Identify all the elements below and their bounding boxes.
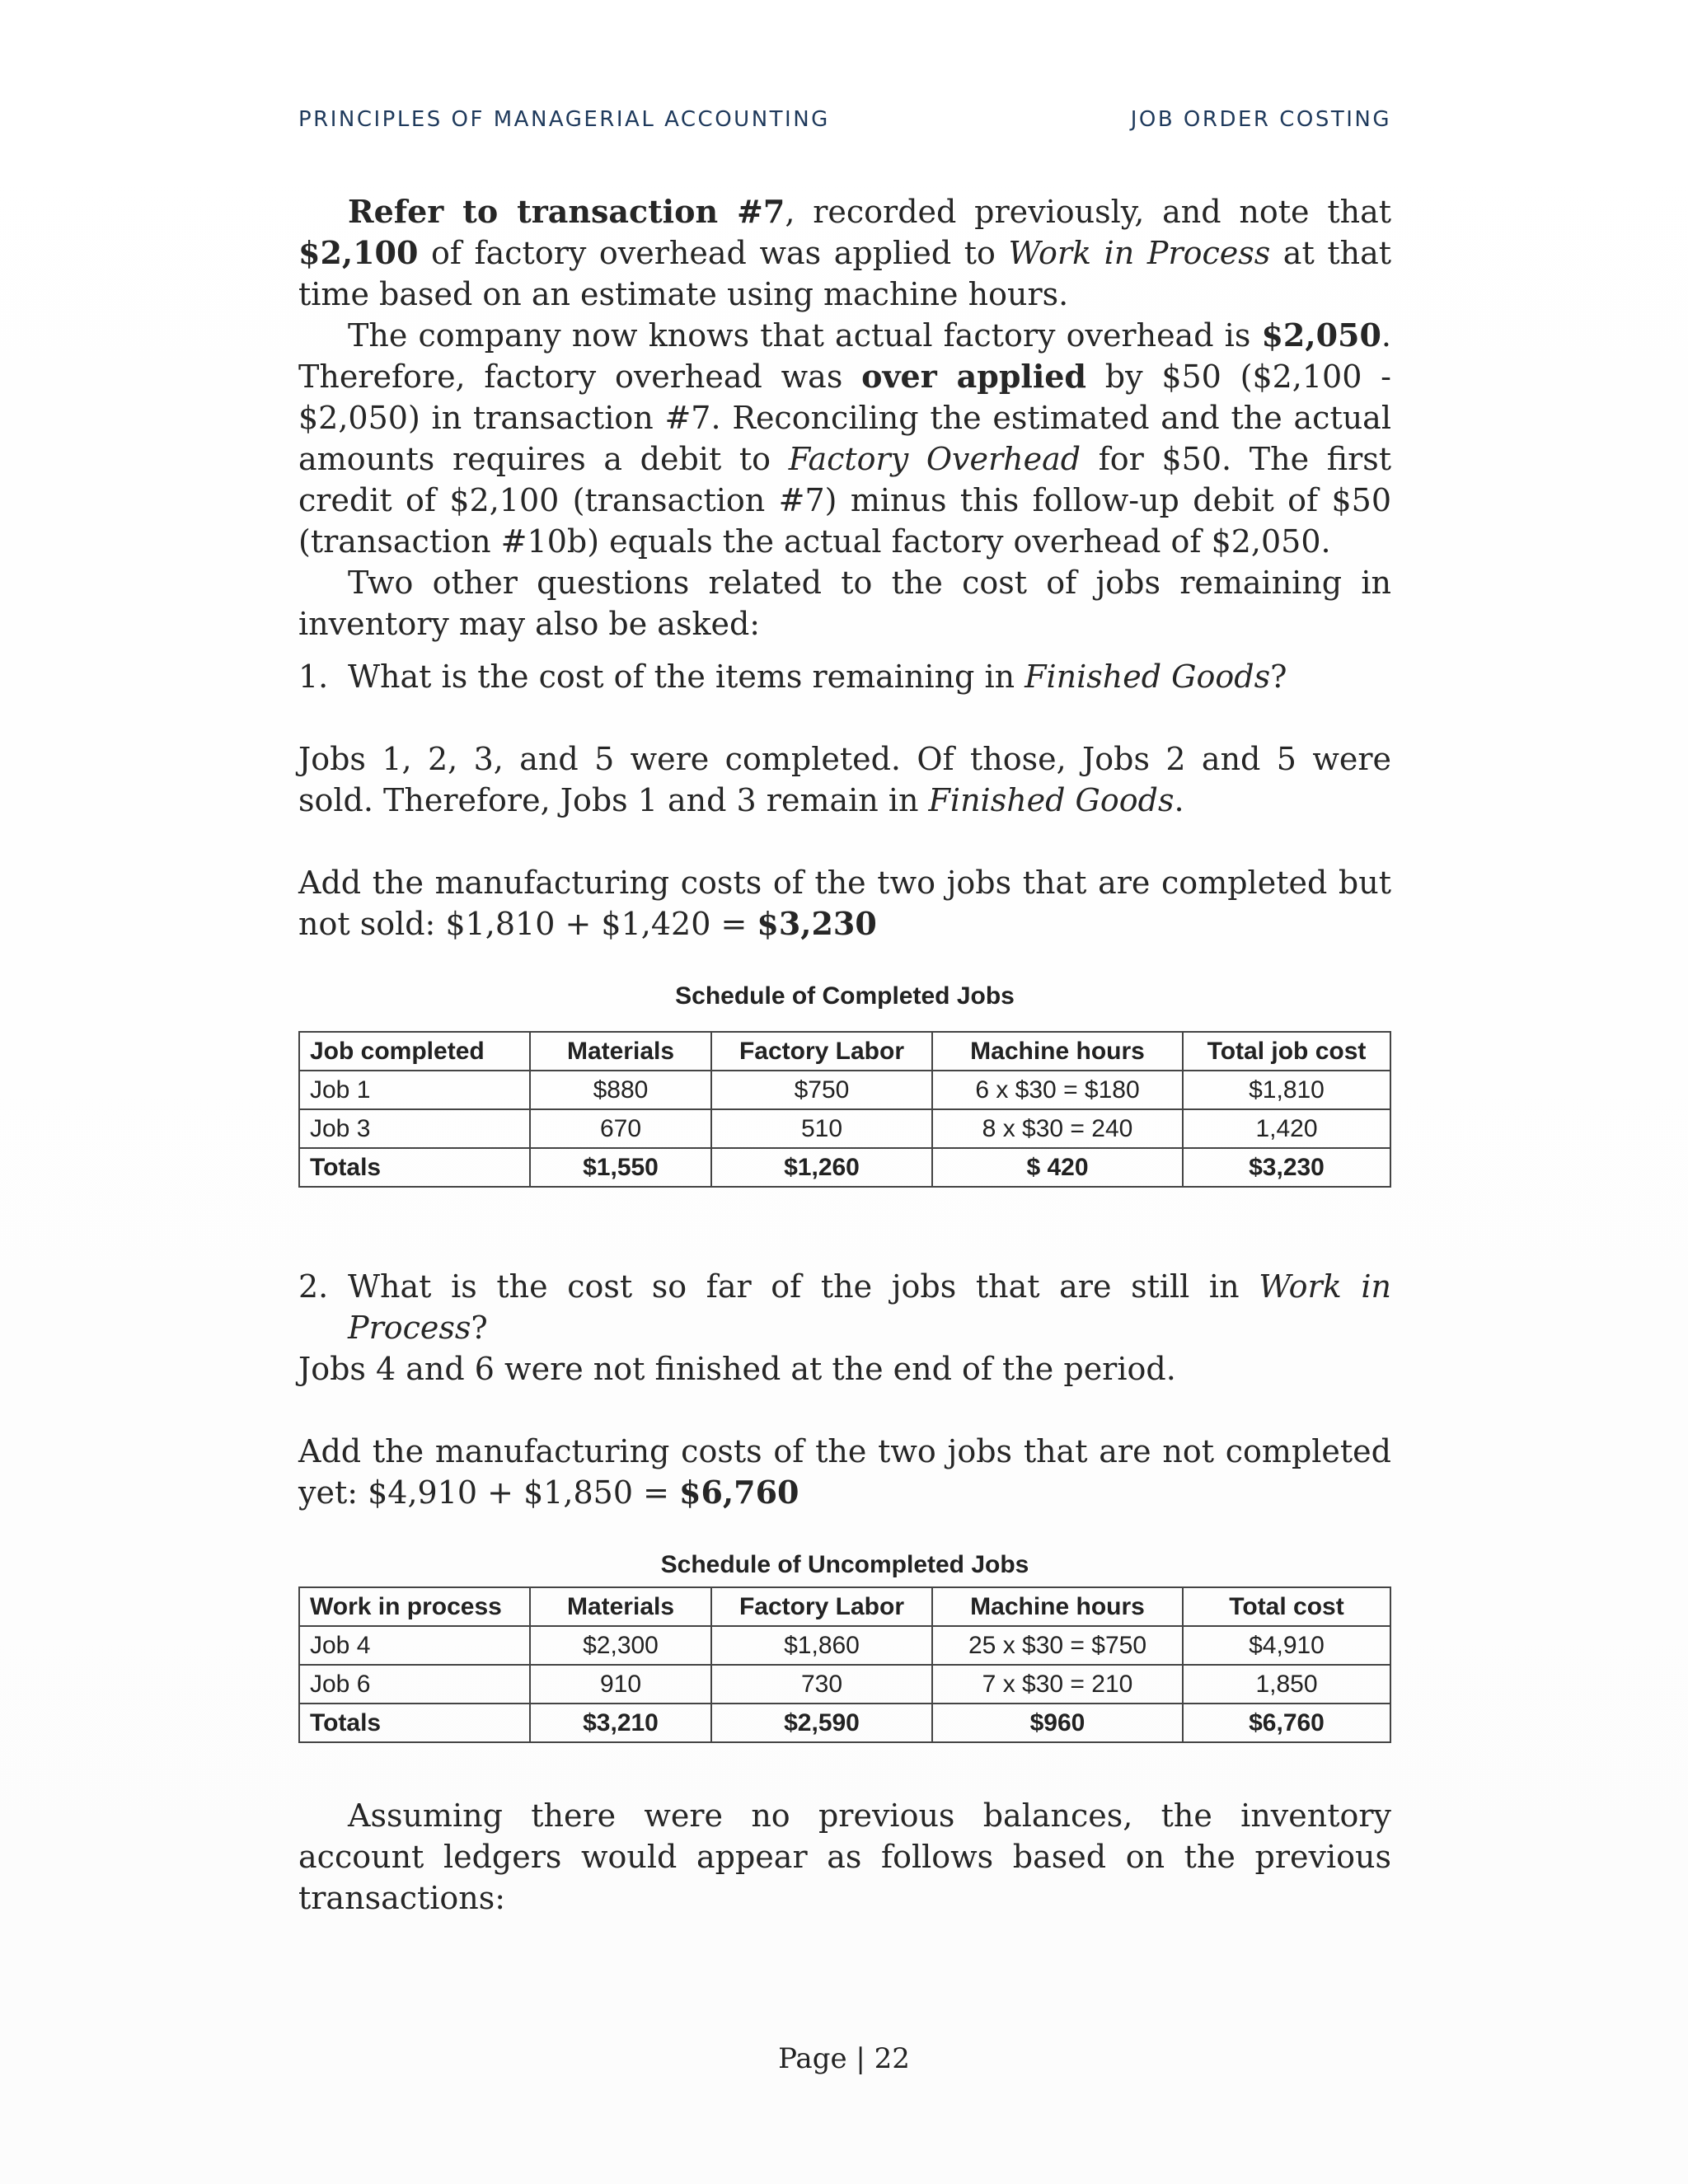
column-header: Materials — [530, 1032, 711, 1071]
table-cell: 1,420 — [1183, 1109, 1390, 1148]
question-2: 2. What is the cost so far of the jobs that are still in Work in Process? — [298, 1266, 1391, 1348]
table-cell: $750 — [711, 1071, 932, 1109]
table-cell: 670 — [530, 1109, 711, 1148]
table-cell: $3,210 — [530, 1704, 711, 1742]
table-header-row — [299, 1587, 1390, 1626]
paragraph-questions: Two other questions related to the cost of jobs remaining in inventory may also be asked: — [298, 565, 1391, 642]
column-header: Machine hours — [932, 1587, 1183, 1626]
completed-jobs-table — [298, 1031, 1391, 1188]
table-cell: Job 1 — [299, 1071, 530, 1109]
table-totals-row — [299, 1704, 1390, 1742]
table-cell: 7 x $30 = 210 — [932, 1665, 1183, 1704]
question-number: 1. — [298, 658, 329, 695]
table-cell: Totals — [299, 1148, 530, 1187]
table-row — [299, 1665, 1390, 1704]
table-cell: Job 3 — [299, 1109, 530, 1148]
table-cell: $2,300 — [530, 1626, 711, 1665]
closing-text — [298, 1795, 1391, 1919]
table-header-row — [299, 1032, 1390, 1071]
table-cell: 25 x $30 = $750 — [932, 1626, 1183, 1665]
table-cell: $3,230 — [1183, 1148, 1390, 1187]
table-cell: 1,850 — [1183, 1665, 1390, 1704]
running-header-title: PRINCIPLES OF MANAGERIAL ACCOUNTING — [298, 107, 830, 132]
table-title: Schedule of Completed Jobs — [675, 982, 1015, 1010]
intro-text — [298, 191, 1391, 644]
paragraph-over-applied: The company now knows that actual factory overhead is $2,050. Therefore, factory overhead was over applied by $50 ($2,100 - $2,050) in transaction #7. Reconciling the estimated and the actual amounts requires a debit to Factory Overhead for $50. The first credit of $2,100 (transaction #7) minus this follow-up debit of $50 (transaction #10b) equals the actual factory overhead of $2,050. — [298, 316, 1392, 560]
table-cell: $6,760 — [1183, 1704, 1390, 1742]
table-cell: $1,550 — [530, 1148, 711, 1187]
column-header: Materials — [530, 1587, 711, 1626]
table-cell: $1,860 — [711, 1626, 932, 1665]
question-1: 1. What is the cost of the items remaining in Finished Goods? — [298, 656, 1391, 697]
table-cell: 6 x $30 = $180 — [932, 1071, 1183, 1109]
paragraph-transaction-7: Refer to transaction #7, recorded previously, and note that $2,100 of factory overhead was applied to Work in Process at that time based on an estimate using machine hours. — [298, 193, 1391, 312]
column-header: Total job cost — [1183, 1032, 1390, 1071]
column-header: Factory Labor — [711, 1587, 932, 1626]
column-header: Factory Labor — [711, 1032, 932, 1071]
table-cell: $4,910 — [1183, 1626, 1390, 1665]
table-cell: 910 — [530, 1665, 711, 1704]
table-cell: $1,810 — [1183, 1071, 1390, 1109]
answer-2-text: Jobs 4 and 6 were not finished at the end of the period. — [298, 1351, 1176, 1387]
table-cell: Job 6 — [299, 1665, 530, 1704]
question-number: 2. — [298, 1268, 329, 1305]
column-header: Machine hours — [932, 1032, 1183, 1071]
column-header: Work in process — [299, 1587, 530, 1626]
answer-1-text: Jobs 1, 2, 3, and 5 were completed. Of those, Jobs 2 and 5 were sold. Therefore, Jobs 1 and 3 remain in Finished Goods. — [298, 741, 1391, 818]
table-cell: $960 — [932, 1704, 1183, 1742]
table-cell: 510 — [711, 1109, 932, 1148]
column-header: Total cost — [1183, 1587, 1390, 1626]
table-totals-row — [299, 1148, 1390, 1187]
column-header: Job completed — [299, 1032, 530, 1071]
table-row — [299, 1626, 1390, 1665]
table-cell: $880 — [530, 1071, 711, 1109]
table-cell: Totals — [299, 1704, 530, 1742]
paragraph-ledgers: Assuming there were no previous balances, the inventory account ledgers would appear as follows based on the previous transactions: — [298, 1797, 1391, 1916]
uncompleted-jobs-table — [298, 1586, 1391, 1743]
answer-1-calc: Add the manufacturing costs of the two jobs that are completed but not sold: $1,810 + $1,420 = $3,230 — [298, 865, 1391, 942]
table-cell: $1,260 — [711, 1148, 932, 1187]
table-cell: 730 — [711, 1665, 932, 1704]
running-header-chapter: JOB ORDER COSTING — [1130, 107, 1391, 132]
answer-2-calc: Add the manufacturing costs of the two jobs that are not completed yet: $4,910 + $1,850 = $6,760 — [298, 1433, 1391, 1511]
table-cell: 8 x $30 = 240 — [932, 1109, 1183, 1148]
page-number: Page | 22 — [778, 2042, 910, 2075]
table-title: Schedule of Uncompleted Jobs — [660, 1551, 1029, 1578]
table-cell: $2,590 — [711, 1704, 932, 1742]
table-row — [299, 1109, 1390, 1148]
table-row — [299, 1071, 1390, 1109]
table-cell: Job 4 — [299, 1626, 530, 1665]
table-cell: $ 420 — [932, 1148, 1183, 1187]
